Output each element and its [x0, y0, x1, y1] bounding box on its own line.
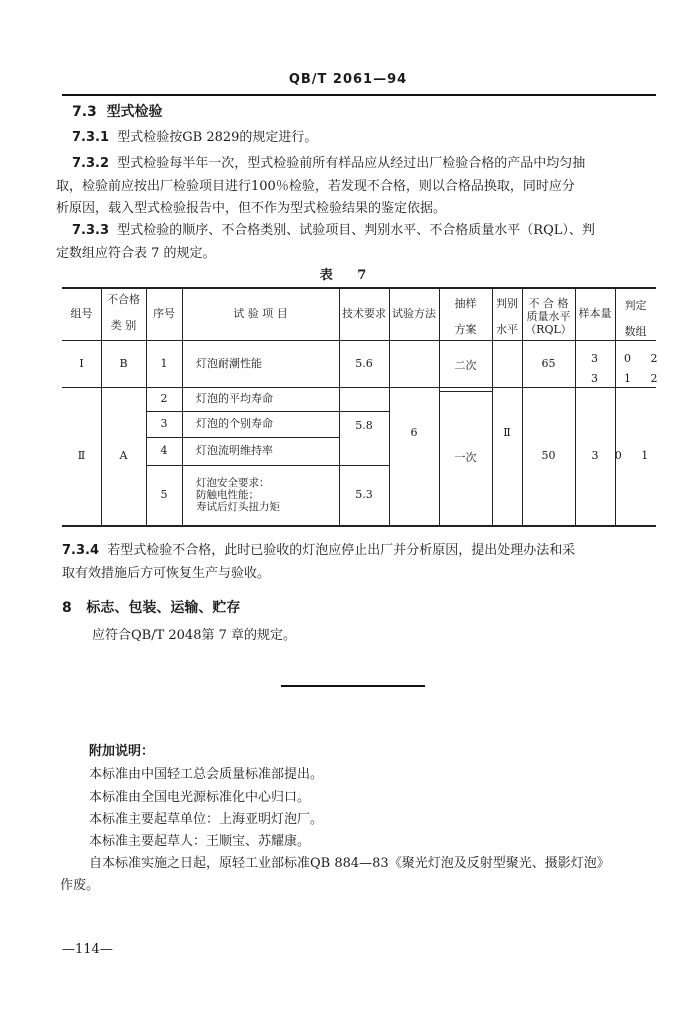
- row5-item-line1: 灯泡安全要求：: [196, 477, 270, 489]
- section-8-heading: [62, 597, 240, 617]
- clause-7-3-3-line1: [72, 219, 595, 238]
- section-title: 型式检验: [106, 104, 163, 120]
- page-number: —114—: [62, 942, 113, 957]
- notes-line-4: 本标准主要起草人：王顺宝、苏耀康。: [89, 834, 311, 849]
- clause-7-3-2-line3: 析原因，载入型式检验报告中，但不作为型式检验结果的鉴定依据。: [56, 201, 447, 216]
- clause-7-3-4-line1: [62, 539, 575, 558]
- group1-rql: 65: [541, 356, 556, 370]
- table-bottom-border: [62, 525, 656, 527]
- header-rule: [62, 94, 656, 96]
- section-8-body: 应符合QB/T 2048第 7 章的规定。: [92, 628, 297, 643]
- clause-7-3-1: [72, 126, 317, 145]
- notes-line-2: 本标准由全国电光源标准化中心归口。: [89, 790, 311, 805]
- group2-class: A: [119, 449, 128, 463]
- group1-judge-a: 0 2: [624, 352, 666, 365]
- group2-level: Ⅱ: [503, 425, 511, 439]
- header-class-line2: 类 别: [110, 319, 137, 332]
- row4-seq: 4: [160, 444, 168, 458]
- header-level-line1: 判别: [496, 297, 518, 310]
- header-tech: 技术要求: [342, 306, 386, 320]
- header-class-line1: 不合格: [107, 293, 140, 306]
- clause-text: 若型式检验不合格，此时已验收的灯泡应停止出厂并分析原因，提出处理办法和采: [107, 543, 576, 558]
- header-judge-line2: 数组: [624, 325, 647, 338]
- notes-line-5: 自本标准实施之日起，原轻工业部标准QB 884—83《聚光灯泡及反射型聚光、摄影灯泡》: [89, 856, 610, 871]
- end-divider: [281, 685, 425, 687]
- clause-number: 7.3.1: [72, 130, 110, 145]
- row5-item-line3: 寿试后灯头扭力矩: [196, 501, 280, 513]
- row5-seq: 5: [160, 488, 168, 502]
- section-number: 8: [62, 600, 72, 616]
- notes-last-line: 作废。: [60, 878, 100, 893]
- row1-seq: 1: [160, 356, 168, 370]
- header-sample-line2: 方案: [454, 323, 477, 336]
- group1-size-a: 3: [591, 352, 598, 365]
- group2-tech-b: 5.3: [355, 488, 373, 502]
- table-7: [62, 287, 666, 527]
- clause-7-3-2-line2: 取，检验前应按出厂检验项目进行100％检验，若发现不合格，则以合格品换取，同时应分: [56, 179, 575, 194]
- section-number: 7.3: [72, 104, 97, 120]
- clause-7-3-4-line2: 取有效措施后方可恢复生产与验收。: [62, 566, 271, 581]
- clause-text: 型式检验的顺序、不合格类别、试验项目、判别水平、不合格质量水平（RQL）、判: [117, 223, 595, 238]
- header-sample-line1: 抽样: [454, 297, 477, 310]
- clause-number: 7.3.4: [62, 543, 100, 558]
- section-7-3-heading: [72, 101, 163, 121]
- header-level-line2: 水平: [496, 323, 518, 336]
- header-size: 样本量: [578, 306, 612, 320]
- group1-class: B: [119, 356, 128, 370]
- header-item: 试 验 项 目: [233, 306, 288, 320]
- clause-7-3-3-line2: 定数组应符合表 7 的规定。: [56, 246, 216, 261]
- notes-line-3: 本标准主要起草单位：上海亚明灯泡厂。: [89, 812, 324, 827]
- header-rql-line2: 质量水平: [526, 310, 571, 323]
- header-judge-line1: 判定: [624, 299, 647, 312]
- group2-rql: 50: [541, 449, 556, 463]
- standard-code-header: QB/T 2061—94: [288, 72, 408, 87]
- shared-method: 6: [410, 425, 418, 439]
- notes-title: 附加说明：: [89, 744, 155, 759]
- group1-plan: 二次: [454, 358, 477, 372]
- header-rql-line3: （RQL）: [525, 323, 572, 336]
- header-group: 组号: [70, 306, 93, 320]
- group1-number: Ⅰ: [79, 356, 84, 370]
- header-rql-line1: 不 合 格: [528, 297, 569, 310]
- clause-number: 7.3.2: [72, 156, 110, 171]
- row3-seq: 3: [160, 417, 168, 431]
- clause-text: 型式检验按GB 2829的规定进行。: [117, 130, 318, 145]
- table-caption: 表 7: [319, 268, 377, 283]
- row2-item: 灯泡的平均寿命: [196, 392, 273, 406]
- clause-7-3-2-line1: [72, 152, 585, 171]
- header-seq: 序号: [153, 306, 175, 320]
- row5-item-line2: 防触电性能；: [196, 489, 259, 501]
- clause-text: 型式检验每半年一次，型式检验前所有样品应从经过出厂检验合格的产品中均匀抽: [117, 156, 586, 171]
- row1-tech: 5.6: [355, 356, 373, 370]
- row1-item: 灯泡耐潮性能: [196, 356, 262, 370]
- notes-line-1: 本标准由中国轻工总会质量标准部提出。: [89, 767, 324, 782]
- row4-item: 灯泡流明维持率: [196, 444, 273, 458]
- section-title: 标志、包装、运输、贮存: [86, 600, 241, 616]
- header-method: 试验方法: [392, 306, 436, 320]
- row3-item: 灯泡的个别寿命: [196, 417, 273, 431]
- clause-number: 7.3.3: [72, 223, 110, 238]
- group2-tech-a: 5.8: [355, 419, 373, 433]
- group2-judge: 0 1: [614, 449, 657, 463]
- row2-seq: 2: [160, 392, 168, 406]
- group1-judge-b: 1 2: [624, 372, 666, 385]
- group1-size-b: 3: [591, 372, 598, 385]
- group2-size: 3: [591, 449, 599, 463]
- group2-plan: 一次: [454, 451, 477, 465]
- group2-number: Ⅱ: [77, 449, 86, 463]
